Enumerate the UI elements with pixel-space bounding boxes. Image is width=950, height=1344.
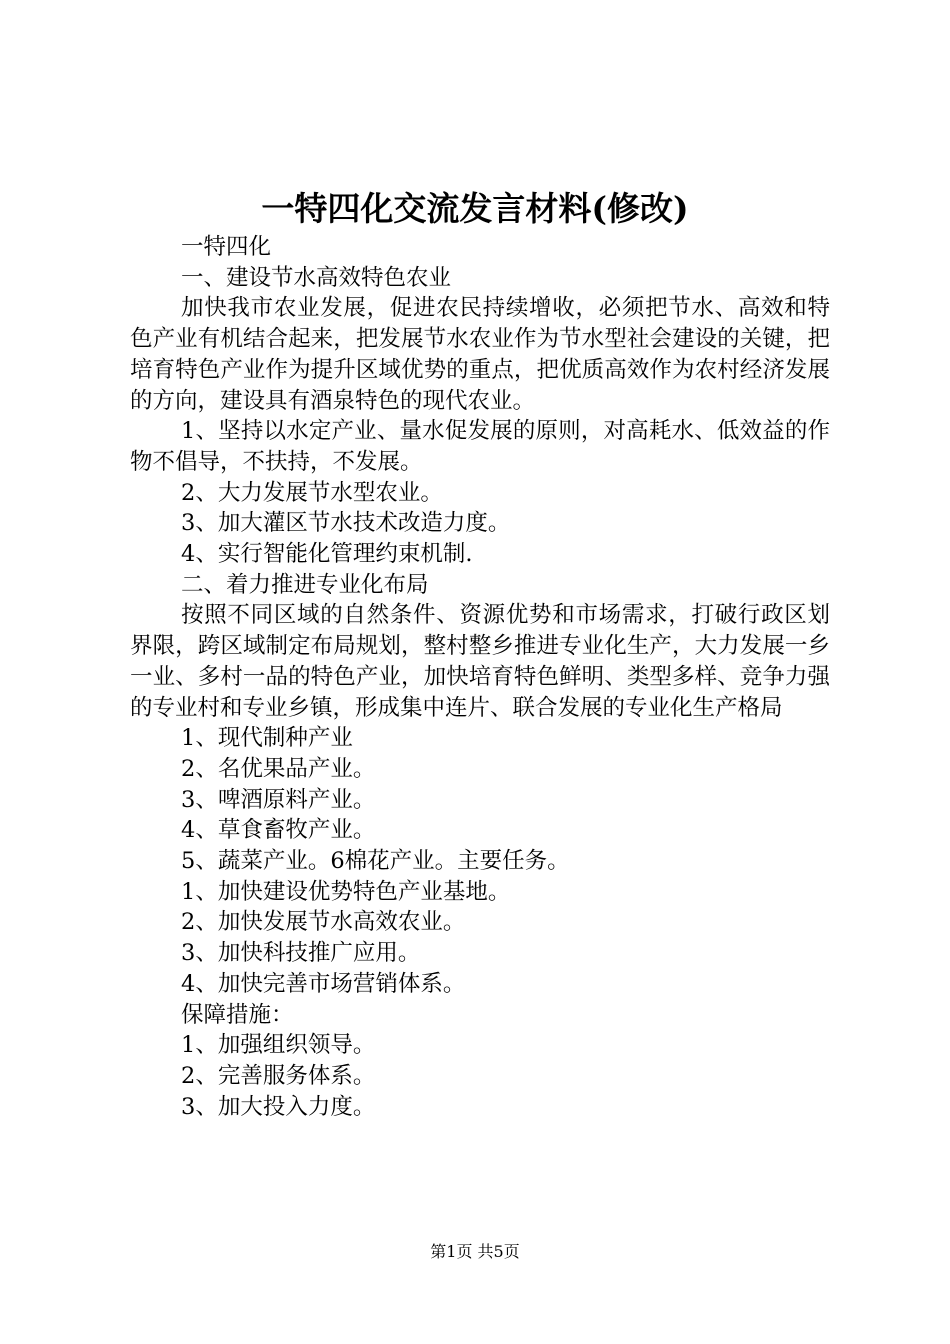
section-heading: 一特四化 (181, 234, 272, 260)
list-item: 3、加快科技推广应用。 (181, 940, 421, 967)
list-item: 3、啤酒原料产业。 (181, 786, 376, 813)
body-paragraph: 按照不同区域的自然条件、资源优势和市场需求，打破行政区划界限，跨区域制定布局规划，整村整乡推进专业化生产，大力发展一乡一业、多村一品的特色产业，加快培育特色鲜明、类型多样、竞争力强的专业村和专业乡镇，形成集中连片、联合发展的专业化生产格局 (130, 602, 830, 721)
list-item: 2、完善服务体系。 (181, 1062, 376, 1089)
section-heading: 二、着力推进专业化布局 (181, 571, 429, 598)
list-item: 4、实行智能化管理约束机制. (181, 541, 473, 568)
list-item: 4、加快完善市场营销体系。 (181, 970, 466, 997)
list-item: 5、蔬菜产业。6棉花产业。主要任务。 (181, 848, 570, 875)
document-title: 一特四化交流发言材料(修改) (261, 189, 689, 228)
list-item: 1、加快建设优势特色产业基地。 (181, 878, 511, 905)
document-body (130, 232, 830, 1122)
body-paragraph: 1、坚持以水定产业、量水促发展的原则，对高耗水、低效益的作物不倡导，不扶持，不发展。 (130, 418, 830, 475)
section-heading: 一、建设节水高效特色农业 (181, 264, 452, 291)
list-item: 3、加大灌区节水技术改造力度。 (181, 510, 511, 537)
list-item: 4、草食畜牧产业。 (181, 817, 376, 844)
list-item: 1、加强组织领导。 (181, 1032, 376, 1059)
section-heading: 保障措施： (181, 1001, 294, 1028)
body-paragraph: 加快我市农业发展，促进农民持续增收，必须把节水、高效和特色产业有机结合起来，把发展节水农业作为节水型社会建设的关键，把培育特色产业作为提升区域优势的重点，把优质高效作为农村经济发展的方向，建设具有酒泉特色的现代农业。 (130, 295, 830, 414)
page-number-footer: 第1页 共5页 (430, 1242, 520, 1261)
list-item: 2、大力发展节水型农业。 (181, 479, 443, 506)
list-item: 2、加快发展节水高效农业。 (181, 909, 466, 936)
list-item: 3、加大投入力度。 (181, 1093, 376, 1120)
list-item: 1、现代制种产业 (181, 725, 353, 752)
list-item: 2、名优果品产业。 (181, 755, 376, 782)
